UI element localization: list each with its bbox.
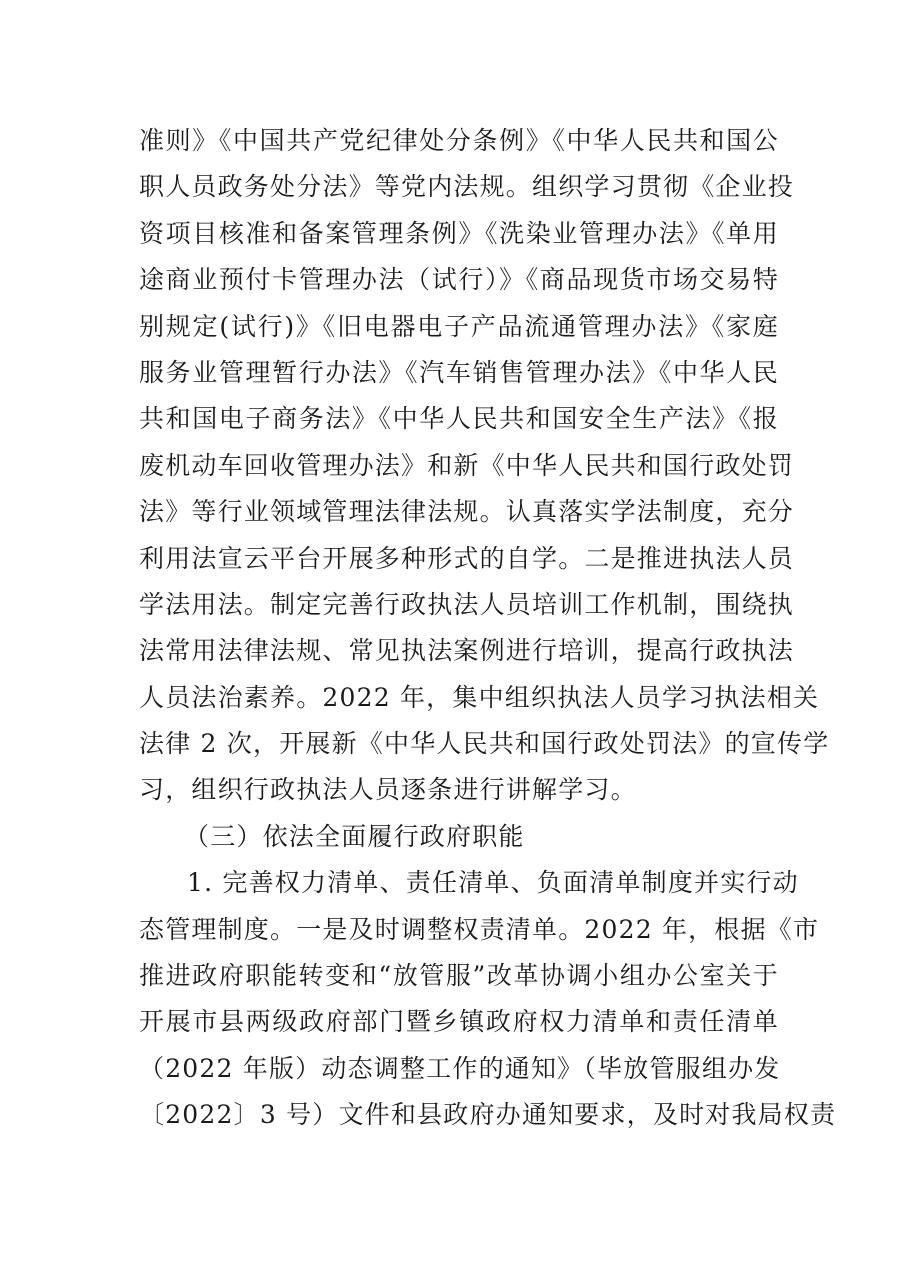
text-line: 推进政府职能转变和“放管服”改革协调小组办公室关于 [139,961,779,991]
text-line: 别规定(试行)》《旧电器电子产品流通管理办法》《家庭 [139,311,779,341]
text-line: 共和国电子商务法》《中华人民共和国安全生产法》《报 [139,404,779,434]
section-heading: （三）依法全面履行政府职能 [184,821,525,851]
text-line: 途商业预付卡管理办法（试行）》《商品现货市场交易特 [139,265,779,295]
document-body [139,118,837,1139]
paragraph-first-line: 1. 完善权力清单、责任清单、负面清单制度并实行动 [187,868,799,898]
text-line: 开展市县两级政府部门暨乡镇政府权力清单和责任清单 [139,1007,779,1037]
text-line: 职人员政务处分法》等党内法规。组织学习贯彻《企业投 [139,172,795,202]
text-line: 人员法治素养。2022 年，集中组织执法人员学习执法相关 [139,682,820,712]
text-line: （2022 年版）动态调整工作的通知》（毕放管服组办发 [139,1053,781,1083]
text-line: 〔2022〕3 号）文件和县政府办通知要求，及时对我局权责 [139,1100,837,1130]
text-line: 学法用法。制定完善行政执法人员培训工作机制，围绕执 [139,589,795,619]
text-line: 态管理制度。一是及时调整权责清单。2022 年，根据《市 [139,914,820,944]
text-line: 法常用法律法规、常见执法案例进行培训，提高行政执法 [139,636,795,666]
text-line: 准则》《中国共产党纪律处分条例》《中华人民共和国公 [139,126,779,155]
text-line: 服务业管理暂行办法》《汽车销售管理办法》《中华人民 [139,357,779,387]
text-line: 废机动车回收管理办法》和新《中华人民共和国行政处罚 [139,450,795,480]
text-line: 法律 2 次，开展新《中华人民共和国行政处罚法》的宣传学 [139,729,830,759]
text-line: 法》等行业领域管理法律法规。认真落实学法制度，充分 [139,497,795,527]
text-line: 资项目核准和备案管理条例》《洗染业管理办法》《单用 [139,218,779,248]
text-line-paragraph-end: 习，组织行政执法人员逐条进行讲解学习。 [139,775,637,805]
text-line: 利用法宣云平台开展多种形式的自学。二是推进执法人员 [139,543,795,573]
